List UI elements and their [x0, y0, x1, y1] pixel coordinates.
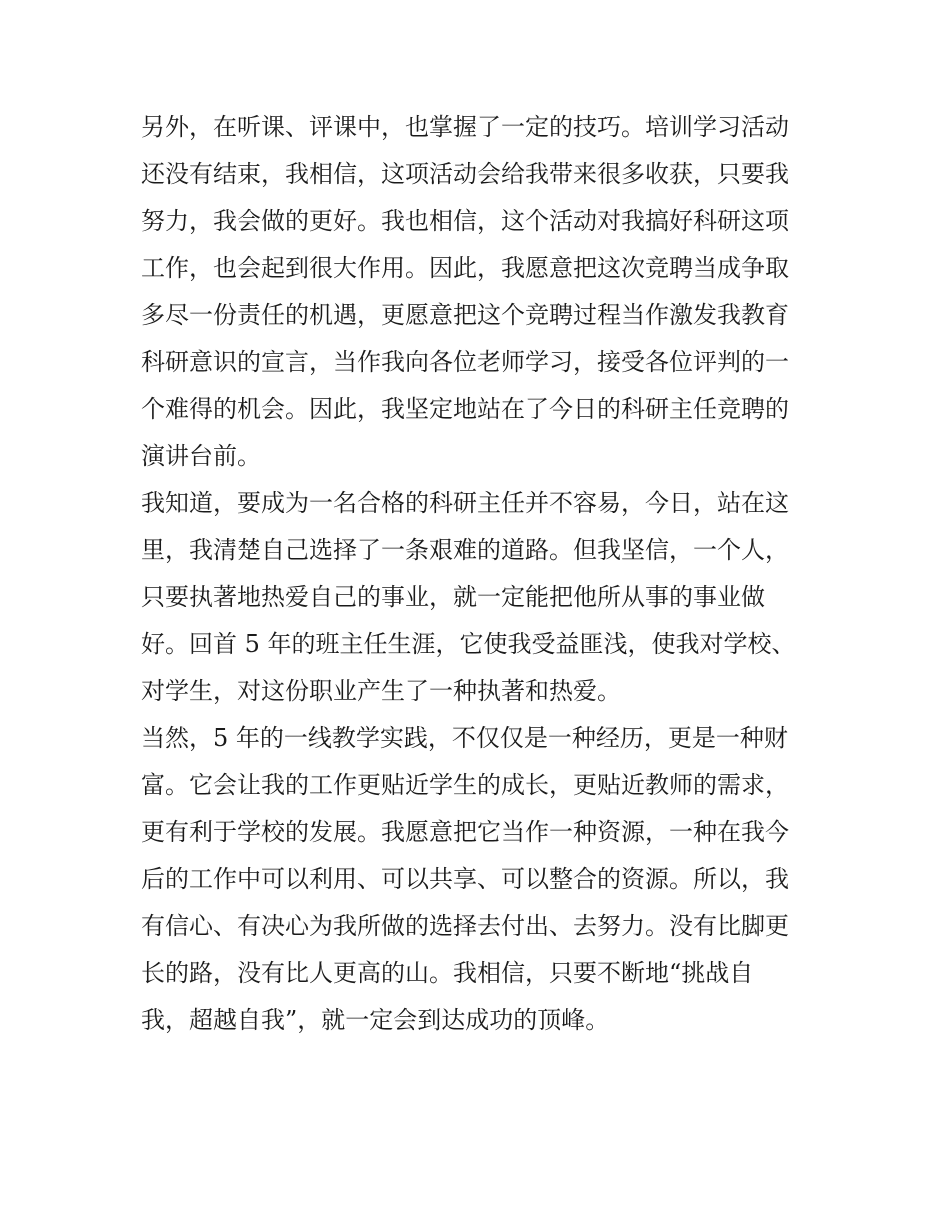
text-line: 另外，在听课、评课中，也掌握了一定的技巧。培训学习活动: [141, 113, 789, 141]
text-line: 有信心、有决心为我所做的选择去付出、去努力。没有比脚更: [141, 912, 789, 940]
text-line: 好。回首 5 年的班主任生涯，它使我受益匪浅，使我对学校、: [141, 630, 796, 658]
text-line: 对学生，对这份职业产生了一种执著和热爱。: [141, 677, 621, 705]
text-line: 当然，5 年的一线教学实践，不仅仅是一种经历，更是一种财: [141, 724, 788, 752]
text-line: 演讲台前。: [141, 442, 261, 470]
text-line: 多尽一份责任的机遇，更愿意把这个竞聘过程当作激发我教育: [141, 301, 789, 329]
text-line: 后的工作中可以利用、可以共享、可以整合的资源。所以，我: [141, 865, 789, 893]
text-line: 我知道，要成为一名合格的科研主任并不容易，今日，站在这: [141, 489, 789, 517]
text-line: 还没有结束，我相信，这项活动会给我带来很多收获，只要我: [141, 160, 789, 188]
text-line: 个难得的机会。因此，我坚定地站在了今日的科研主任竞聘的: [141, 395, 789, 423]
text-line: 工作，也会起到很大作用。因此，我愿意把这次竞聘当成争取: [141, 254, 789, 282]
text-line: 努力，我会做的更好。我也相信，这个活动对我搞好科研这项: [141, 207, 789, 235]
text-line: 富。它会让我的工作更贴近学生的成长，更贴近教师的需求，: [141, 771, 789, 799]
text-line: 我，超越自我”，就一定会到达成功的顶峰。: [141, 1006, 610, 1034]
text-line: 更有利于学校的发展。我愿意把它当作一种资源，一种在我今: [141, 818, 789, 846]
text-line: 科研意识的宣言，当作我向各位老师学习，接受各位评判的一: [141, 348, 789, 376]
text-line: 里，我清楚自己选择了一条艰难的道路。但我坚信，一个人，: [141, 536, 789, 564]
text-line: 长的路，没有比人更高的山。我相信，只要不断地“挑战自: [141, 959, 754, 987]
text-line: 只要执著地热爱自己的事业，就一定能把他所从事的事业做: [141, 583, 765, 611]
body-text: [141, 104, 821, 1044]
